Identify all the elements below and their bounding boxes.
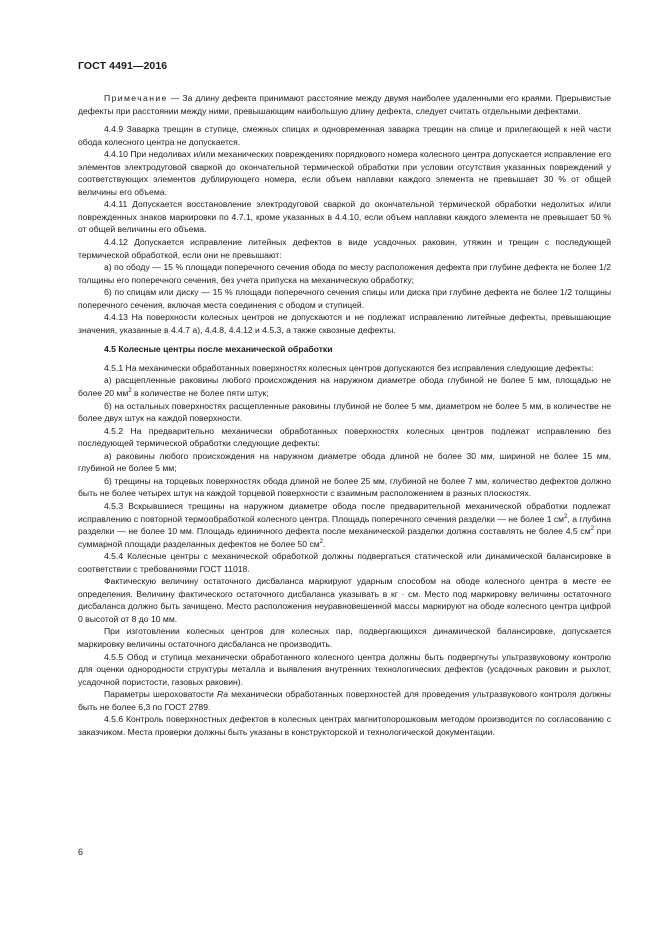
- clause-4-5-1-a-text: а) расщепленные раковины любого происхождения на наружном диаметре обода глубиной не более 5 мм, площадью не более 20 мм: [78, 375, 611, 399]
- clause-4-5-4-dynamic: При изготовлении колесных центров для колесных пар, подвергающихся динамической балансировке, допускается маркировку величины остаточного дисбаланса не производить.: [78, 626, 611, 649]
- clause-4-5-2: 4.5.2 На предварительно механически обработанных поверхностях колесных центров подлежат исправлению без последующей термической обработки следующие дефекты:: [78, 425, 611, 449]
- clause-4-5-1: 4.5.1 На механически обработанных поверхностях колесных центров допускаются без исправления следующие дефекты:: [104, 362, 594, 373]
- document-body: [78, 92, 611, 738]
- superscript: 2: [128, 388, 132, 395]
- roughness-text-pre: Параметры шероховатости: [104, 689, 217, 700]
- clause-4-5-4-marking: Фактическую величину остаточного дисбаланса маркируют ударным способом на ободе колесного центра в месте ее определения. Величину фактического остаточного дисбаланса указывать в кг · см. Место под маркировку величины остаточного дисбаланса должно быть зачищено. Место расположения неуравновешенной массы маркируют на ободе колесного центра цифрой 0 высотой от 8 до 10 мм.: [78, 576, 611, 624]
- note-label: Примечание: [104, 93, 168, 103]
- superscript: 2: [319, 538, 324, 545]
- section-heading-text: 4.5 Колесные центры после механической обработки: [104, 344, 333, 355]
- clause-4-4-12-b: б) по спицам или диску — 15 % площади поперечного сечения спицы или диска при глубине дефекта не более 1/2 толщины поперечного сечения, включая места соединения с ободом и ступицей.: [78, 287, 611, 310]
- clause-4-4-13: 4.4.13 На поверхности колесных центров не допускаются и не подлежат исправлению литейные дефекты, превышающие значения, указанные в 4.4.7 а), 4.4.8, 4.4.12 и 4.5.3, а также сквозные дефекты.: [78, 312, 611, 335]
- roughness-symbol: Ra: [217, 689, 228, 700]
- clause-4-5-3-text-4: .: [323, 538, 326, 549]
- clause-4-5-5-roughness: [78, 688, 611, 713]
- page-number: 6: [78, 847, 84, 857]
- clause-4-5-3-text-3: при суммарной площади разделанных дефектов не более 50 см: [78, 526, 612, 549]
- clause-4-4-12-a: а) по ободу — 15 % площади поперечного сечения обода по месту расположения дефекта при глубине дефекта не более 1/2 толщины его поперечного сечения, без учета припуска на механическую обработку;: [78, 262, 611, 285]
- clause-4-5-5: 4.5.5 Обод и ступица механически обработанного колесного центра должны быть подвергнуты ультразвуковому контролю для оценки однородности структуры металла и выявления внутренних технологических дефектов (усадочных раковин и рыхлот, усадочной пористости, газовых раковин).: [78, 651, 611, 687]
- clause-4-5-2-a: а) раковины любого происхождения на наружном диаметре обода длиной не более 30 мм, шириной не более 15 мм, глубиной не более 5 мм;: [78, 450, 611, 474]
- clause-4-5-2-b: б) трещины на торцевых поверхностях обода длиной не более 25 мм, глубиной не более 7 мм, количество дефектов должно быть не более четырех штук на каждой торцевой поверхности с взаимным расположением в разных плоскостях.: [78, 475, 611, 499]
- superscript: 2: [564, 513, 568, 520]
- note-text: — За длину дефекта принимают расстояние между двумя наиболее удаленными его краями. Прерывистые дефекты при расстоянии между ними, превышающим наибольшую длину дефекта, следует считать отдельными дефектами.: [78, 93, 611, 116]
- clause-4-4-9: 4.4.9 Заварка трещин в ступице, смежных спицах и одновременная заварка трещин на спице и прилегающей к ней части обода колесного центра не допускается.: [78, 124, 611, 147]
- clause-4-5-3: [78, 500, 611, 550]
- document-header: ГОСТ 4491—2016: [78, 60, 168, 72]
- clause-4-5-3-text-2: , а глубина разделки — не более 10 мм. Площадь единичного дефекта после механической разделки должна составлять не более 4,5 см: [78, 513, 611, 537]
- superscript: 2: [590, 526, 594, 533]
- clause-4-5-1-a-tail: в количестве не более пяти штук;: [131, 388, 269, 399]
- clause-4-5-1-a: [78, 374, 611, 399]
- section-heading-4-5: [78, 343, 611, 356]
- note-paragraph: [78, 92, 611, 117]
- roughness-text-post: механически обработанных поверхностей для проведения ультразвукового контроля должны быть не более 6,3 по ГОСТ 2789.: [78, 689, 611, 712]
- clause-4-4-11: 4.4.11 Допускается восстановление электродуговой сваркой до окончательной термической обработки недолитых и/или поврежденных знаков маркировки по 4.7.1, кроме указанных в 4.4.10, если объем наплавки каждого элемента не превышает 50 % от общей величины его объема.: [78, 199, 611, 235]
- clause-4-4-12: 4.4.12 Допускается исправление литейных дефектов в виде усадочных раковин, утяжин и трещин с последующей термической обработкой, если они не превышают:: [78, 237, 611, 260]
- clause-4-4-10: 4.4.10 При недоливах и/или механических повреждениях порядкового номера колесного центра допускается исправление его элементов электродуговой сваркой до окончательной термической обработки при условии отсутствия указанных повреждений у соответствующих элементов дублирующего номера, если объем наплавки каждого элемента не превышает 30 % от общей величины его объема.: [78, 149, 611, 197]
- clause-4-5-3-text-1: 4.5.3 Вскрывшиеся трещины на наружном диаметре обода после предварительной механической обработки подлежат исправлению с повторной термообработкой колесного центра. Площадь поперечного сечения разделки — не более 1 см: [78, 500, 611, 524]
- clause-4-5-1-b: б) на остальных поверхностях расщепленные раковины глубиной не более 5 мм, диаметром не более 5 мм, в количестве не более двух штук на каждой поверхности.: [78, 400, 611, 424]
- clause-4-5-6: 4.5.6 Контроль поверхностных дефектов в колесных центрах магнитопорошковым методом производится по согласованию с заказчиком. Места проверки должны быть указаны в конструкторской и технологической документации.: [78, 714, 611, 737]
- clause-4-5-4: 4.5.4 Колесные центры с механической обработкой должны подвергаться статической или динамической балансировке в соответствии с требованиями ГОСТ 11018.: [78, 551, 611, 574]
